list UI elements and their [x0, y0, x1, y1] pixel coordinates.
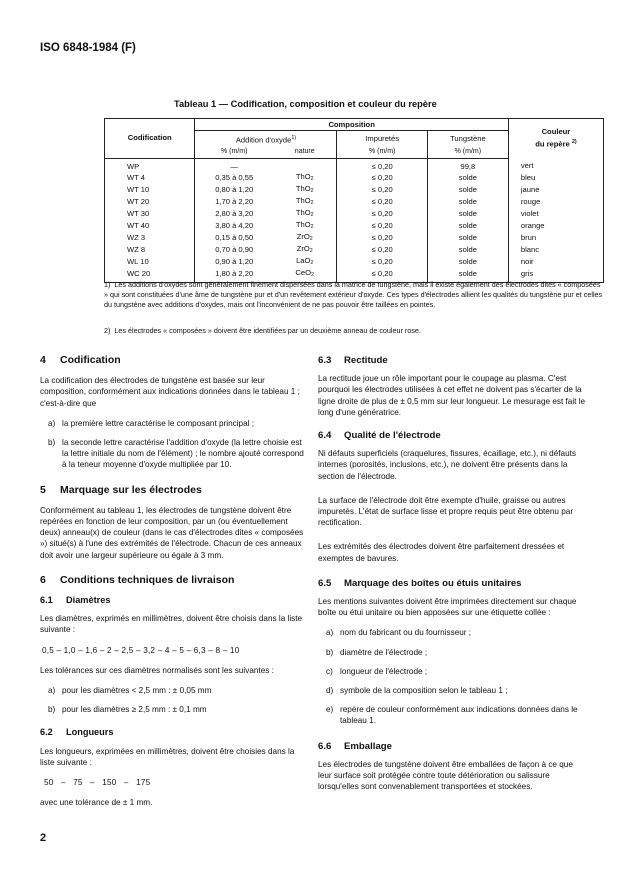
cell-impuretes: ≤ 0,20 [337, 184, 427, 196]
oxide-subscript: 2 [310, 199, 314, 206]
cell-code: WC 20 [105, 268, 195, 283]
cell-color: gris [508, 268, 603, 283]
oxide-subscript: 2 [310, 175, 314, 182]
left-column [40, 355, 310, 817]
section-6-1-paragraph-2: Les tolérances sur ces diamètres normalisés sont les suivantes : [40, 665, 274, 675]
section-4-item-a [40, 418, 310, 429]
cell-addition-pct: 3,80 à 4,20 [195, 220, 273, 232]
cell-oxide-nature [273, 196, 337, 208]
header-couleur [508, 119, 603, 159]
table-row [105, 232, 604, 244]
cell-impuretes: ≤ 0,20 [337, 208, 427, 220]
table-row [105, 196, 604, 208]
section-5-number: 5 [40, 483, 46, 496]
oxide-formula: ThO [295, 183, 311, 193]
cell-addition-pct: 0,80 à 1,20 [195, 184, 273, 196]
marking-e-text: repère de couleur conformément aux indications données dans le tableau 1. [340, 705, 578, 726]
section-6-1-paragraph: Les diamètres, exprimés en millimètres, doivent être choisis dans la liste suivante : [40, 614, 303, 635]
footnote-2 [104, 326, 604, 336]
marking-item-b [318, 647, 588, 658]
section-6-1-title: Diamètres [66, 595, 111, 606]
cell-code: WZ 3 [105, 232, 195, 244]
section-4-number: 4 [40, 354, 46, 366]
cell-oxide-nature [273, 208, 337, 220]
section-6-title: Conditions techniques de livraison [60, 573, 235, 586]
cell-oxide-nature [273, 256, 337, 268]
section-6-4-heading [318, 430, 588, 441]
marking-item-d [318, 685, 588, 696]
marking-item-a [318, 627, 588, 638]
section-6-6-title: Emballage [344, 740, 392, 752]
section-6-4-paragraph-1: Ni défauts superficiels (craquelures, fissures, écaillage, etc.), ni défauts internes (porosités, inclusions, etc.), ne doivent être présents dans la section de l'électrode. [318, 449, 577, 481]
section-6-6-heading [318, 741, 588, 752]
cell-oxide-nature [273, 244, 337, 256]
length-series: 50 – 75 – 150 – 175 [44, 778, 151, 788]
oxide-subscript: 2 [309, 235, 313, 242]
section-4-paragraph: La codification des électrodes de tungstène est basée sur leur composition, conformément aux indications données dans le tableau 1 ; c'est-à-dire que [40, 376, 300, 408]
section-6-4-paragraph-2: La surface de l'électrode doit être exempte d'huile, graisse ou autres impuretés. L'état de surface lisse et propre requis peut être obtenu par rectification. [318, 495, 574, 528]
cell-color: jaune [508, 184, 603, 196]
section-6-3-paragraph: La rectitude joue un rôle important pour le coupage au plasma. C'est pourquoi les électrodes utilisées à cet effet ne doivent pas s'écarter de la ligne droite de plus de ± 0,5 mm sur leur longueur. Le mesurage est fait le long d'une génératrice. [318, 374, 586, 417]
cell-addition-pct: 0,35 à 0,55 [195, 172, 273, 184]
header-couleur-line1: Couleur [541, 127, 571, 137]
cell-addition-pct: — [195, 158, 273, 172]
tolerance-b-key: b) [48, 705, 56, 715]
footnote-2-text: Les électrodes « composées » doivent être identifiées par un deuxième anneau de couleur rose. [114, 326, 421, 335]
cell-tungstene: solde [427, 208, 508, 220]
marking-c-text: longueur de l'électrode ; [340, 666, 428, 676]
table-row [105, 172, 604, 184]
cell-impuretes: ≤ 0,20 [337, 158, 427, 172]
section-6-number: 6 [40, 573, 46, 586]
section-6-5-heading [318, 578, 588, 589]
cell-addition-pct: 0,90 à 1,20 [195, 256, 273, 268]
item-b-text: la seconde lettre caractérise l'addition d'oxyde (la lettre choisie est la lettre initiale du nom de l'élément) ; le nombre ajouté correspond à la teneur moyenne d'oxyde multipliée par 10. [62, 438, 304, 470]
cell-code: WT 4 [105, 172, 195, 184]
cell-tungstene: solde [427, 172, 508, 184]
section-4-item-b [40, 437, 310, 471]
cell-tungstene: solde [427, 196, 508, 208]
header-codification: Codification [105, 119, 195, 159]
cell-impuretes: ≤ 0,20 [337, 196, 427, 208]
cell-color: bleu [508, 172, 603, 184]
section-5-heading [40, 485, 310, 496]
cell-color: orange [508, 220, 603, 232]
tolerance-a-key: a) [48, 686, 56, 696]
section-6-4-title: Qualité de l'électrode [344, 430, 441, 442]
oxide-formula: ThO [295, 219, 311, 229]
cell-oxide-nature [273, 172, 337, 184]
cell-tungstene: solde [427, 244, 508, 256]
header-tungstene: Tungstène [427, 131, 508, 146]
section-5-title: Marquage sur les électrodes [60, 483, 202, 496]
item-b-key: b) [48, 438, 56, 448]
item-a-key: a) [48, 418, 56, 428]
cell-tungstene: solde [427, 220, 508, 232]
cell-color: blanc [508, 244, 603, 256]
right-column [318, 355, 588, 801]
header-pct-addition: % (m/m) [195, 146, 273, 159]
section-6-3-number: 6.3 [318, 355, 332, 366]
item-a-text: la première lettre caractérise le composant principal ; [62, 418, 255, 428]
section-6-6-paragraph: Les électrodes de tungstène doivent être emballées de façon à ce que leur surface soit protégée contre toute détérioration ou salissure lorsqu'elles sont convenablement transportées et stockées. [318, 759, 573, 792]
header-impuretes: Impuretés [337, 131, 427, 146]
marking-d-text: symbole de la composition selon le tableau 1 ; [340, 686, 508, 696]
header-pct-tungstene: % (m/m) [427, 146, 508, 159]
cell-code: WT 10 [105, 184, 195, 196]
cell-impuretes: ≤ 0,20 [337, 244, 427, 256]
table-row [105, 256, 604, 268]
cell-color: noir [508, 256, 603, 268]
oxide-subscript: 2 [311, 271, 315, 278]
cell-code: WT 40 [105, 220, 195, 232]
section-6-heading [40, 575, 310, 586]
tolerance-item-b [40, 704, 310, 715]
cell-tungstene: solde [427, 256, 508, 268]
header-couleur-line2: du repère [535, 139, 570, 149]
section-6-4-paragraph-3: Les extrémités des électrodes doivent être parfaitement dressées et exemptes de bavures. [318, 542, 565, 563]
section-6-6-number: 6.6 [318, 740, 332, 752]
header-pct-impuretes: % (m/m) [337, 146, 427, 159]
cell-color: brun [508, 232, 603, 244]
section-6-3-heading [318, 355, 588, 366]
marking-a-text: nom du fabricant ou du fournisseur ; [340, 628, 472, 638]
cell-addition-pct: 1,80 à 2,20 [195, 268, 273, 283]
marking-c-key: c) [326, 666, 333, 676]
section-4-heading [40, 355, 310, 366]
table-row [105, 244, 604, 256]
oxide-formula: ZrO [296, 231, 310, 241]
marking-item-c [318, 666, 588, 677]
section-6-2-title: Longueurs [66, 727, 114, 738]
table-caption: Tableau 1 — Codification, composition et couleur du repère [174, 99, 437, 109]
section-6-3-title: Rectitude [344, 355, 388, 366]
marking-a-key: a) [326, 628, 334, 638]
header-addition-label: Addition d'oxyde [235, 135, 292, 145]
footnote-1-mark: 1) [104, 280, 111, 289]
cell-tungstene: solde [427, 232, 508, 244]
section-6-1-number: 6.1 [40, 595, 53, 606]
header-nature: nature [273, 146, 337, 159]
cell-tungstene: solde [427, 184, 508, 196]
footnote-1-text: Les additions d'oxydes sont généralement finement dispersées dans la matrice de tungstène, mais il existe également des électrodes dites « composées » qui sont constituées d'une âme de tungstène pur et d'un revêtement extérieur d'oxyde. Ces types d'électrodes allient les qualités du tungstène pur et celles du tungstène avec additions d'oxydes, mais ont l'inconvénient de ne pas pouvoir être taillées en pointes. [104, 280, 603, 310]
oxide-formula: ThO [295, 207, 311, 217]
section-6-4-number: 6.4 [318, 430, 332, 442]
footnote-1 [104, 280, 604, 311]
section-4-title: Codification [60, 354, 121, 366]
table-row [105, 158, 604, 172]
marking-d-key: d) [326, 686, 334, 696]
header-couleur-note: 2) [571, 139, 577, 146]
section-6-1-heading [40, 595, 310, 606]
section-5-paragraph: Conformément au tableau 1, les électrodes de tungstène doivent être repérées en fonction de leur composition, par un (ou éventuellement deux) anneau(x) de couleur (dans le cas d'électrodes dites « composées ») situé(s) à l'une des extrémités de l'électrode. Chacun de ces anneaux doit avoir une largeur supérieure ou égale à 3 mm. [40, 505, 304, 560]
oxide-formula: ThO [295, 195, 311, 205]
cell-code: WL 10 [105, 256, 195, 268]
cell-impuretes: ≤ 0,20 [337, 232, 427, 244]
section-6-5-title: Marquage des boîtes ou étuis unitaires [344, 577, 522, 589]
cell-oxide-nature [273, 184, 337, 196]
cell-tungstene: 99,8 [427, 158, 508, 172]
header-addition-note: 1) [291, 135, 297, 141]
cell-impuretes: ≤ 0,20 [337, 256, 427, 268]
tolerance-item-a [40, 685, 310, 696]
cell-code: WP [105, 158, 195, 172]
diameter-series: 0,5 – 1,0 – 1,6 – 2 – 2,5 – 3,2 – 4 – 5 – 6,3 – 8 – 10 [42, 645, 240, 655]
cell-addition-pct: 0,15 à 0,50 [195, 232, 273, 244]
cell-impuretes: ≤ 0,20 [337, 220, 427, 232]
section-6-5-number: 6.5 [318, 577, 332, 589]
oxide-subscript: 2 [310, 211, 314, 218]
cell-color: rouge [508, 196, 603, 208]
cell-code: WT 30 [105, 208, 195, 220]
cell-addition-pct: 2,80 à 3,20 [195, 208, 273, 220]
cell-oxide-nature [273, 232, 337, 244]
marking-b-key: b) [326, 647, 334, 657]
marking-item-e [318, 704, 588, 726]
cell-impuretes: ≤ 0,20 [337, 172, 427, 184]
oxide-formula: LaO [296, 255, 311, 265]
cell-oxide-nature [273, 220, 337, 232]
oxide-subscript: 2 [310, 187, 314, 194]
cell-addition-pct: 1,70 à 2,20 [195, 196, 273, 208]
header-addition [195, 131, 337, 146]
section-6-2-paragraph-2: avec une tolérance de ± 1 mm. [40, 798, 153, 808]
cell-color: vert [508, 158, 603, 172]
cell-addition-pct: 0,70 à 0,90 [195, 244, 273, 256]
oxide-formula: CeO [295, 267, 312, 277]
cell-code: WT 20 [105, 196, 195, 208]
oxide-subscript: 2 [310, 223, 314, 230]
cell-oxide-nature [273, 158, 337, 172]
footnote-2-mark: 2) [104, 326, 111, 335]
cell-code: WZ 8 [105, 244, 195, 256]
table-row [105, 208, 604, 220]
oxide-subscript: 2 [310, 259, 314, 266]
table-row [105, 184, 604, 196]
table-row [105, 220, 604, 232]
section-6-2-paragraph: Les longueurs, exprimées en millimètres, doivent être choisies dans la liste suivante : [40, 746, 295, 767]
tolerance-a-text: pour les diamètres < 2,5 mm : ± 0,05 mm [62, 686, 212, 696]
cell-color: violet [508, 208, 603, 220]
marking-e-key: e) [326, 705, 334, 715]
tolerance-b-text: pour les diamètres ≥ 2,5 mm : ± 0,1 mm [62, 705, 207, 715]
composition-table [104, 118, 604, 283]
table-body [105, 158, 604, 282]
cell-impuretes: ≤ 0,20 [337, 268, 427, 283]
section-6-5-paragraph: Les mentions suivantes doivent être imprimées directement sur chaque boîte ou étui unitaire ou bien apposées sur une étiquette collée : [318, 597, 577, 618]
document-id: ISO 6848-1984 (F) [40, 42, 136, 54]
marking-b-text: diamètre de l'électrode ; [340, 647, 428, 657]
oxide-formula: ZrO [296, 243, 310, 253]
oxide-formula: ThO [295, 171, 311, 181]
cell-tungstene: solde [427, 268, 508, 283]
page-number: 2 [40, 832, 47, 844]
section-6-2-heading [40, 727, 310, 738]
oxide-subscript: 2 [309, 247, 313, 254]
section-6-2-number: 6.2 [40, 727, 53, 738]
header-composition: Composition [195, 119, 508, 131]
